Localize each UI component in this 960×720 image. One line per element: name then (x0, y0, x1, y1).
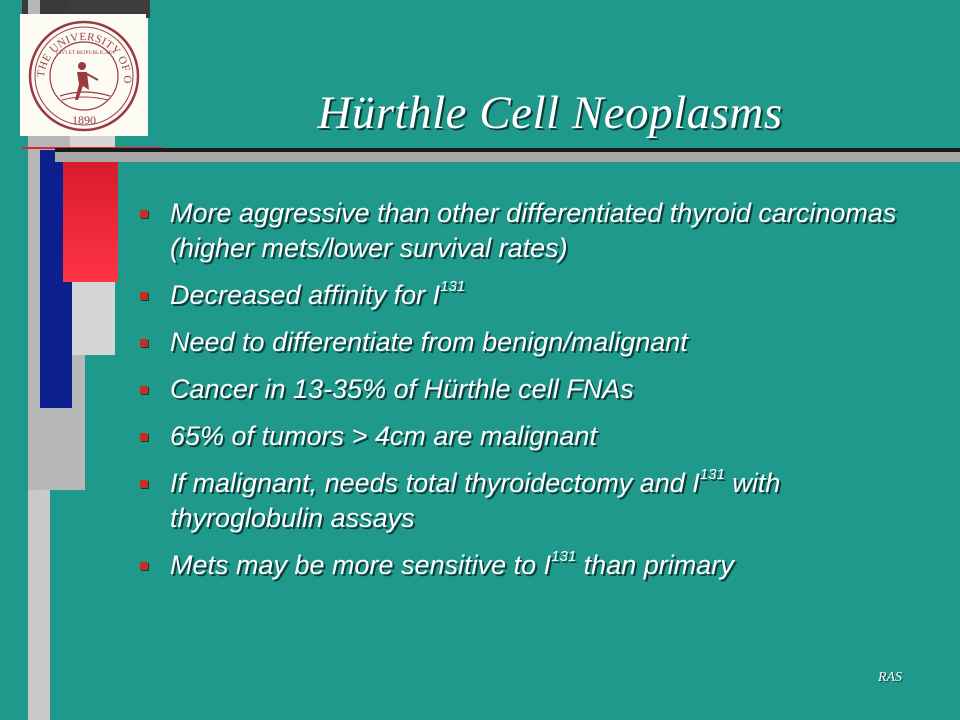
bullet-text: 65% of tumors > 4cm are malignant (170, 421, 597, 451)
bullet-item (130, 466, 920, 536)
square-bullet-icon (140, 480, 148, 488)
bullet-text: Mets may be more sensitive to I (170, 550, 552, 580)
isotope-superscript: 131 (699, 466, 725, 483)
title-rule-light (55, 152, 960, 162)
bullet-item (130, 372, 920, 407)
deco-gray-strip (28, 490, 50, 720)
seal-ring-text: THE UNIVERSITY OF O (35, 30, 134, 84)
bullet-text: Cancer in 13-35% of Hürthle cell FNAs (170, 374, 634, 404)
seal-motto: CIVI ET REIPUBLICAE (55, 50, 113, 56)
square-bullet-icon (140, 386, 148, 394)
bullet-list (130, 196, 920, 595)
bullet-text-continued: than primary (576, 550, 734, 580)
bullet-text-continued: with thyroglobulin assays (170, 468, 781, 533)
bullet-text: If malignant, needs total thyroidectomy and I (170, 468, 700, 498)
bullet-item (130, 419, 920, 454)
bullet-text: Need to differentiate from benign/malignant (170, 327, 688, 357)
square-bullet-icon (140, 562, 148, 570)
deco-red-block (63, 162, 118, 282)
bullet-text: More aggressive than other differentiated thyroid carcinomas (higher mets/lower survival rates) (170, 198, 897, 263)
slide-title: Hürthle Cell Neoplasms (317, 87, 783, 139)
square-bullet-icon (140, 210, 148, 218)
isotope-superscript: 131 (551, 548, 577, 565)
square-bullet-icon (140, 433, 148, 441)
isotope-superscript: 131 (440, 278, 466, 295)
bullet-item (130, 278, 920, 313)
bullet-item (130, 548, 920, 583)
footer-initials: RAS (877, 670, 903, 685)
university-seal-logo (20, 14, 146, 136)
bullet-text: Decreased affinity for I (170, 280, 441, 310)
bullet-item (130, 325, 920, 360)
bullet-item (130, 196, 920, 266)
seal-year: 1890 (72, 113, 96, 127)
square-bullet-icon (140, 292, 148, 300)
square-bullet-icon (140, 339, 148, 347)
